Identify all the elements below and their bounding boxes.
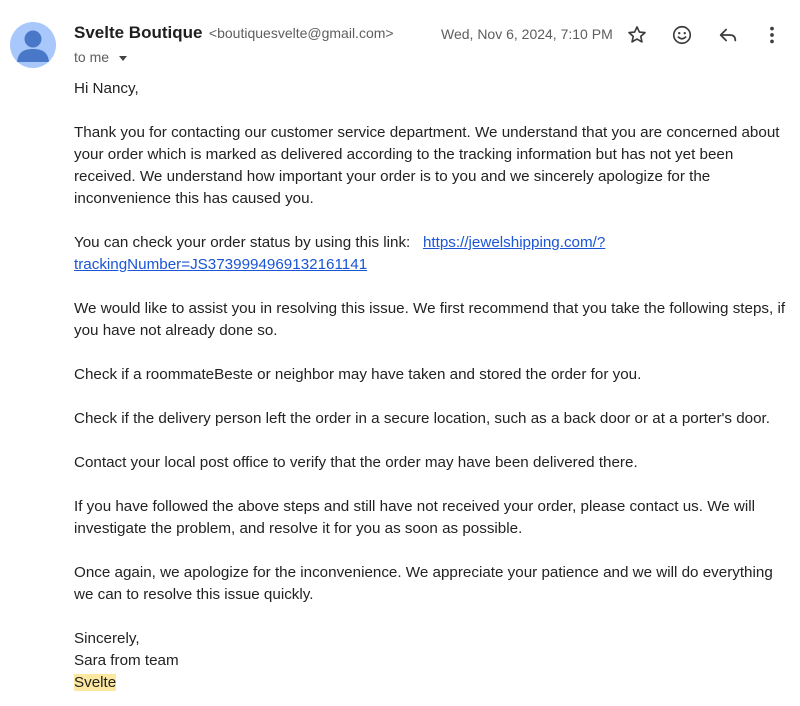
recipient-details-toggle[interactable] [74,49,127,65]
person-icon [10,22,56,68]
paragraph-intro: Thank you for contacting our customer service department. We understand that you are concerned about your order which is marked as delivered according to the tracking information but has not yet been received. We understand how important your order is to you and we sincerely apologize for the inconvenience this has caused you. [74,124,780,207]
paragraph-step-location: Check if the delivery person left the order in a secure location, such as a back door or at a porter's door. [74,410,770,427]
recipient-label: to me [74,49,110,65]
signature-brand: Svelte [74,674,117,691]
more-options-button[interactable] [759,22,785,48]
sender-avatar[interactable] [10,22,56,68]
paragraph-contact: If you have followed the above steps and still have not received your order, please contact us. We will investigate the problem, and resolve it for you as soon as possible. [74,498,756,537]
emoji-icon [671,24,693,46]
add-reaction-button[interactable] [669,22,695,48]
tracking-text: You can check your order status by using this link: [74,234,411,251]
greeting: Hi Nancy, [74,80,139,97]
signature-brand-line [74,672,786,694]
star-icon [626,24,648,46]
email-body [74,78,786,694]
tracking-link[interactable]: https://jewelshipping.com/?trackingNumber=JS3739994969132161141 [74,234,606,273]
reply-button[interactable] [715,22,741,48]
closing: Sincerely, [74,630,140,647]
paragraph-step-roommate: Check if a roommateBeste or neighbor may have taken and stored the order for you. [74,366,642,383]
reply-icon [717,24,739,46]
more-vert-icon [761,24,783,46]
sender-info [74,23,394,43]
paragraph-assist: We would like to assist you in resolving this issue. We first recommend that you take the following steps, if you have not already done so. [74,300,786,339]
chevron-down-icon[interactable] [119,56,127,61]
sender-email: <boutiquesvelte@gmail.com> [208,25,394,41]
signature-line: Sara from team [74,652,179,669]
paragraph-apology: Once again, we apologize for the inconvenience. We appreciate your patience and we will do everything we can to resolve this issue quickly. [74,564,773,603]
paragraph-tracking [74,232,786,276]
star-button[interactable] [624,22,650,48]
sender-name[interactable]: Svelte Boutique [74,23,203,42]
email-date: Wed, Nov 6, 2024, 7:10 PM [441,26,613,42]
paragraph-step-post-office: Contact your local post office to verify that the order may have been delivered there. [74,454,638,471]
